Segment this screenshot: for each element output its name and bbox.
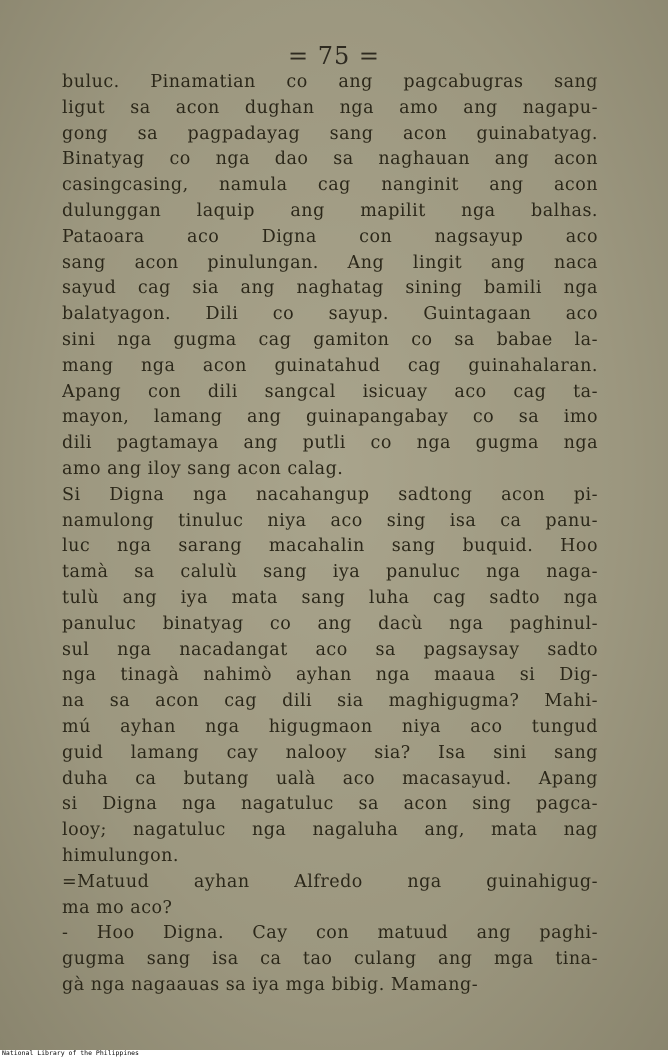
text-line: ma mo aco? [62,897,173,918]
text-line: sang acon pinulungan. Ang lingit ang naca [62,252,598,273]
text-line: namulong tinuluc niya aco sing isa ca panu- [62,510,598,531]
text-line: dulunggan laquip ang mapilit nga balhas. [62,200,598,221]
text-line: tamà sa calulù sang iya panuluc nga naga- [62,562,598,583]
body-text [62,70,598,999]
text-line: buluc. Pinamatian co ang pagcabugras sang [62,72,598,92]
text-line: mú ayhan nga higugmaon niya aco tungud [62,716,598,737]
text-line: gà nga nagaauas sa iya mga bibig. Mamang- [62,974,479,995]
footer-credit: National Library of the Philippines [2,1049,139,1057]
text-line: himulungon. [62,845,179,866]
text-line: looy; nagatuluc nga nagaluha ang, mata nag [62,820,598,841]
text-line: luc nga sarang macahalin sang buquid. Hoo [62,536,598,557]
text-line: gong sa pagpadayag sang acon guinabatyag. [62,123,598,144]
text-line: sayud cag sia ang naghatag sining bamili nga [62,278,598,299]
text-line: =Matuud ayhan Alfredo nga guinahigug- [62,871,598,892]
text-line: mayon, lamang ang guinapangabay co sa imo [62,407,598,428]
text-line: casingcasing, namula cag nanginit ang acon [62,175,598,196]
text-line: dili pagtamaya ang putli co nga gugma nga [62,433,598,454]
page-number: = 75 = [287,42,380,70]
text-line: amo ang iloy sang acon calag. [62,458,344,479]
text-line: mang nga acon guinatahud cag guinahalaran. [62,355,598,376]
text-line: ligut sa acon dughan nga amo ang nagapu- [62,97,598,118]
text-line: si Digna nga nagatuluc sa acon sing pagca- [62,794,598,815]
text-line: Pataoara aco Digna con nagsayup aco [62,226,598,247]
text-line: balatyagon. Dili co sayup. Guintagaan aco [62,304,598,325]
text-line: panuluc binatyag co ang dacù nga paghinul- [62,613,598,634]
text-line: sini nga gugma cag gamiton co sa babae la- [62,329,598,350]
text-line: Binatyag co nga dao sa naghauan ang acon [62,149,598,170]
text-line: guid lamang cay nalooy sia? Isa sini sang [62,742,598,763]
text-line: - Hoo Digna. Cay con matuud ang paghi- [62,923,598,944]
text-line: nga tinagà nahimò ayhan nga maaua si Dig- [62,665,598,686]
text-line: sul nga nacadangat aco sa pagsaysay sadto [62,639,598,660]
text-line: tulù ang iya mata sang luha cag sadto nga [62,587,598,608]
text-line: Si Digna nga nacahangup sadtong acon pi- [62,484,598,505]
text-line: gugma sang isa ca tao culang ang mga tina- [62,949,598,970]
footer-bar [0,1050,668,1058]
text-line: duha ca butang ualà aco macasayud. Apang [62,768,598,789]
text-line: na sa acon cag dili sia maghigugma? Mahi- [62,691,598,712]
text-line: Apang con dili sangcal isicuay aco cag ta- [62,381,598,402]
